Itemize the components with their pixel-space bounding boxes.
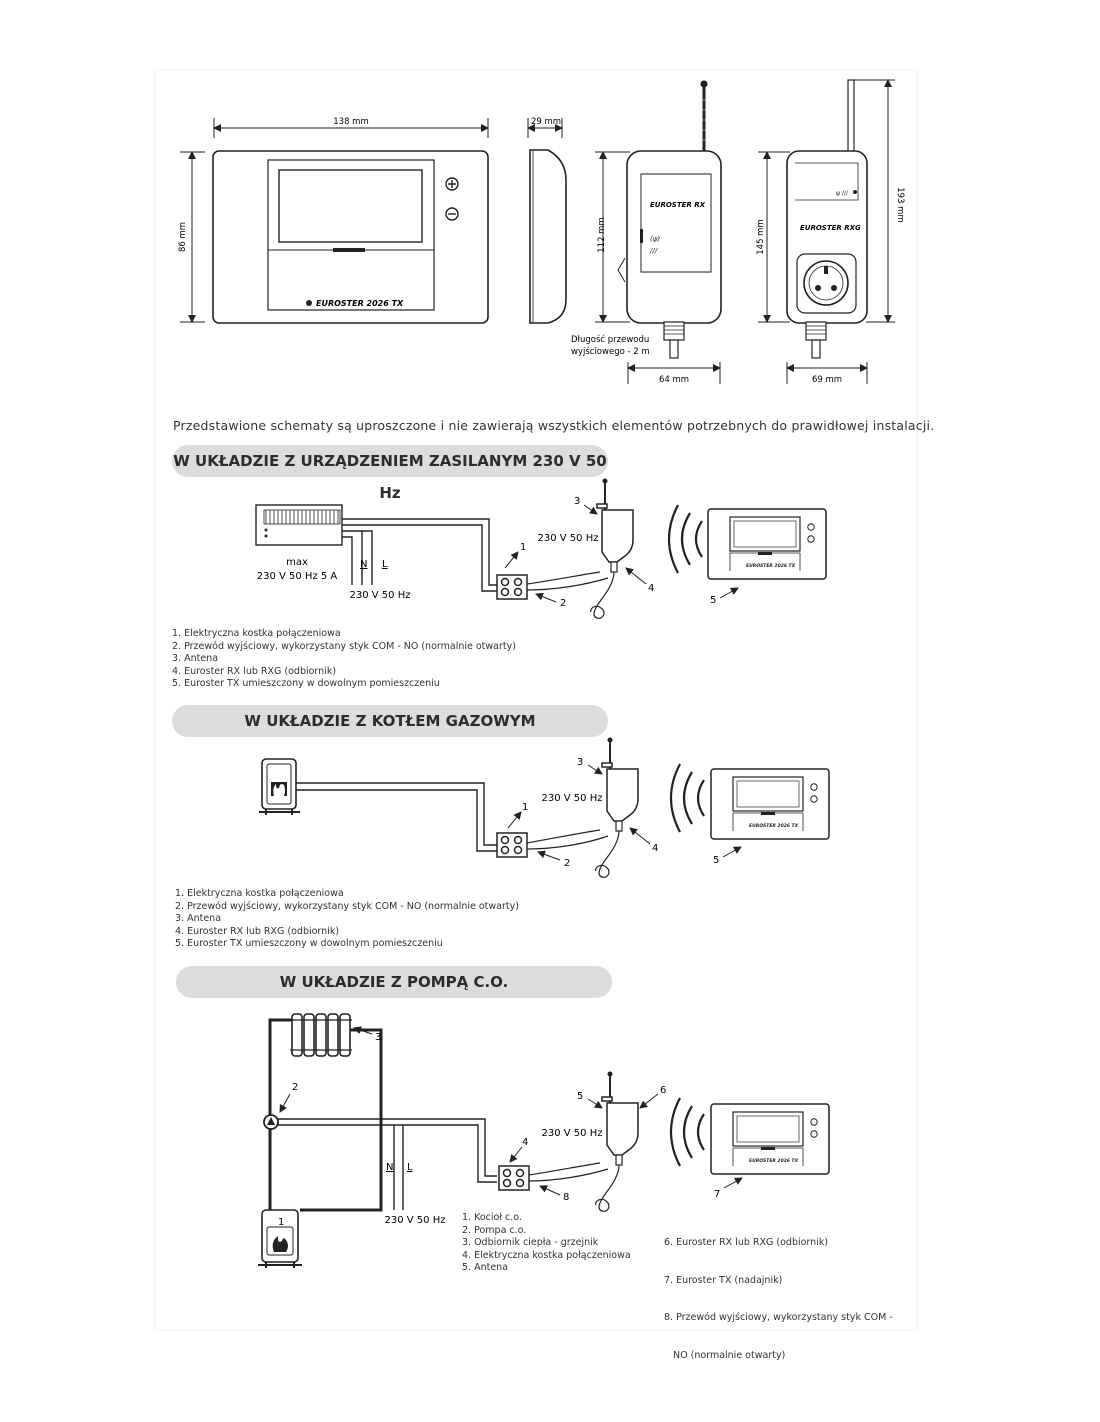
s1-mains-label: 230 V 50 Hz xyxy=(349,590,411,601)
section3-legend-right xyxy=(664,1212,893,1375)
s1-num-1: 1 xyxy=(520,542,527,553)
section2-legend xyxy=(175,888,519,951)
section1-legend xyxy=(172,628,516,691)
s3-num-5: 5 xyxy=(577,1091,584,1102)
installation-diagram: EUROSTER 2026 TX 138 mm 86 mm EUROSTER 2026 TX 29 mm 112 mm EUROSTER RX (ψ) /// Długość przewodu wyjściowego - 2 m 64 mm 145 mm 193 mm ψ /// EUROSTER RXG 69 mm max 230 V 50 Hz 5 A N L 230 V 50 Hz 230 V 50 Hz 1 2 3 4 5 230 V 50 Hz 1 2 3 4 5 N L 230 V 50 Hz 230 V 50 Hz 1 2 3 4 5 6 7 8 xyxy=(0,0,1100,1422)
dim-rx-height: 112 mm xyxy=(597,217,607,253)
radiator-icon xyxy=(290,1014,352,1056)
legend-item: 3. Odbiornik ciepła - grzejnik xyxy=(462,1237,599,1248)
s2-num-3: 3 xyxy=(577,757,584,768)
s2-num-4: 4 xyxy=(652,843,659,854)
s2-num-2: 2 xyxy=(564,858,571,869)
svg-text:///: /// xyxy=(650,247,658,255)
rxg-device-label: EUROSTER RXG xyxy=(800,224,861,232)
legend-item: 5. Euroster TX umieszczony w dowolnym pomieszczeniu xyxy=(175,938,443,949)
s3-num-2: 2 xyxy=(292,1082,299,1093)
s1-num-2: 2 xyxy=(560,598,567,609)
dim-tx-width: 138 mm xyxy=(333,117,369,127)
s1-device-label-2: 230 V 50 Hz 5 A xyxy=(256,571,338,582)
section3-legend-left xyxy=(462,1212,631,1275)
section3-title: W UKŁADZIE Z POMPĄ C.O. xyxy=(176,966,612,998)
legend-item: 4. Euroster RX lub RXG (odbiornik) xyxy=(172,665,337,677)
euroster-logo-icon xyxy=(306,300,312,306)
cable-note-line2: wyjściowego - 2 m xyxy=(571,347,650,357)
s1-psu-label: 230 V 50 Hz xyxy=(537,533,599,544)
s1-num-5: 5 xyxy=(710,595,717,606)
legend-item: 5. Euroster TX umieszczony w dowolnym pomieszczeniu xyxy=(172,678,440,689)
s3-num-4: 4 xyxy=(522,1137,529,1148)
dim-rxg-width: 69 mm xyxy=(811,375,843,385)
cable-note-line1: Długość przewodu xyxy=(571,335,650,345)
s1-n-label: N xyxy=(360,559,368,570)
s3-num-8: 8 xyxy=(563,1192,570,1203)
legend-item: 8. Przewód wyjściowy, wykorzystany styk COM - xyxy=(664,1312,893,1323)
legend-item: 3. Antena xyxy=(175,913,222,924)
legend-item: 2. Przewód wyjściowy, wykorzystany styk COM - NO (normalnie otwarty) xyxy=(175,900,519,912)
disclaimer-note: Przedstawione schematy są uproszczone i nie zawierają wszystkich elementów potrzebnych do prawidłowej instalacji. xyxy=(173,418,935,433)
dim-rx-width: 64 mm xyxy=(658,375,690,385)
s3-mains-label: 230 V 50 Hz xyxy=(384,1215,446,1226)
legend-item: 1. Kocioł c.o. xyxy=(462,1212,522,1223)
s3-num-3: 3 xyxy=(375,1032,382,1043)
tx-device-label: EUROSTER 2026 TX xyxy=(316,299,404,308)
s1-l-label: L xyxy=(382,559,388,570)
legend-item: NO (normalnie otwarty) xyxy=(664,1349,786,1361)
rx-device-label: EUROSTER RX xyxy=(650,201,706,209)
dim-rxg-height: 145 mm xyxy=(756,219,766,255)
legend-item: 2. Przewód wyjściowy, wykorzystany styk COM - NO (normalnie otwarty) xyxy=(172,640,516,652)
dim-rxg-total-height: 193 mm xyxy=(895,187,905,223)
dim-tx-height: 86 mm xyxy=(178,221,188,253)
s3-l-label: L xyxy=(407,1162,413,1173)
s3-num-6: 6 xyxy=(660,1085,667,1096)
s1-num-4: 4 xyxy=(648,583,655,594)
section2-title: W UKŁADZIE Z KOTŁEM GAZOWYM xyxy=(172,705,608,737)
s3-num-7: 7 xyxy=(714,1189,721,1200)
s2-num-5: 5 xyxy=(713,855,720,866)
legend-item: 4. Elektryczna kostka połączeniowa xyxy=(462,1249,631,1261)
legend-item: 3. Antena xyxy=(172,653,219,664)
s1-num-3: 3 xyxy=(574,496,581,507)
s2-num-1: 1 xyxy=(522,802,529,813)
legend-item: 4. Euroster RX lub RXG (odbiornik) xyxy=(175,925,340,937)
legend-item: 6. Euroster RX lub RXG (odbiornik) xyxy=(664,1237,829,1248)
svg-text:(ψ): (ψ) xyxy=(650,235,661,243)
s3-n-label: N xyxy=(386,1162,394,1173)
legend-item: 2. Pompa c.o. xyxy=(462,1224,527,1236)
legend-item: 7. Euroster TX (nadajnik) xyxy=(664,1274,783,1286)
section1-title: W UKŁADZIE Z URZĄDZENIEM ZASILANYM 230 V 50 Hz xyxy=(172,445,608,477)
s3-psu-label: 230 V 50 Hz xyxy=(541,1128,603,1139)
s2-psu-label: 230 V 50 Hz xyxy=(541,793,603,804)
legend-item: 1. Elektryczna kostka połączeniowa xyxy=(172,628,341,639)
dim-tx-depth: 29 mm xyxy=(530,117,562,127)
legend-item: 5. Antena xyxy=(462,1262,509,1273)
s3-num-1: 1 xyxy=(278,1217,285,1228)
svg-text:ψ ///: ψ /// xyxy=(836,190,848,197)
legend-item: 1. Elektryczna kostka połączeniowa xyxy=(175,888,344,899)
s1-device-label-1: max xyxy=(286,557,308,568)
